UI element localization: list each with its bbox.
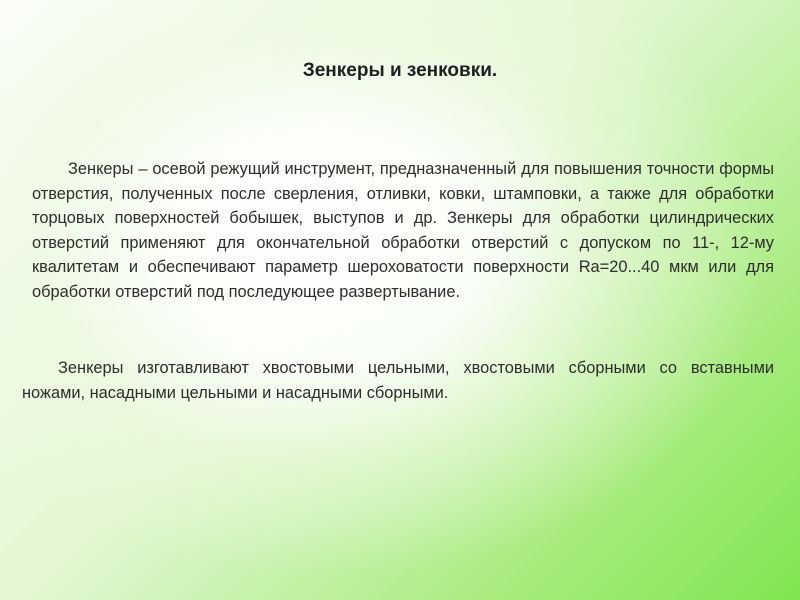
body-paragraph-types: Зенкеры изготавливают хвостовыми цельными, хвостовыми сборными со вставными ножами, насадными цельными и насадными сборными.: [22, 359, 774, 402]
slide-title: Зенкеры и зенковки.: [302, 60, 498, 81]
body-paragraph-definition: Зенкеры – осевой режущий инструмент, предназначенный для повышения точности формы отверстия, полученных после сверления, отливки, ковки, штамповки, а также для обработки торцовых поверхностей бобышек, выступов и др. Зенкеры для обработки цилиндрических отверстий применяют для окончательной обработки отверстий с допуском по 11-, 12-му квалитетам и обеспечивают параметр шероховатости поверхности Ra=20...40 мкм или для обработки отверстий под последующее развертывание.: [32, 160, 774, 301]
